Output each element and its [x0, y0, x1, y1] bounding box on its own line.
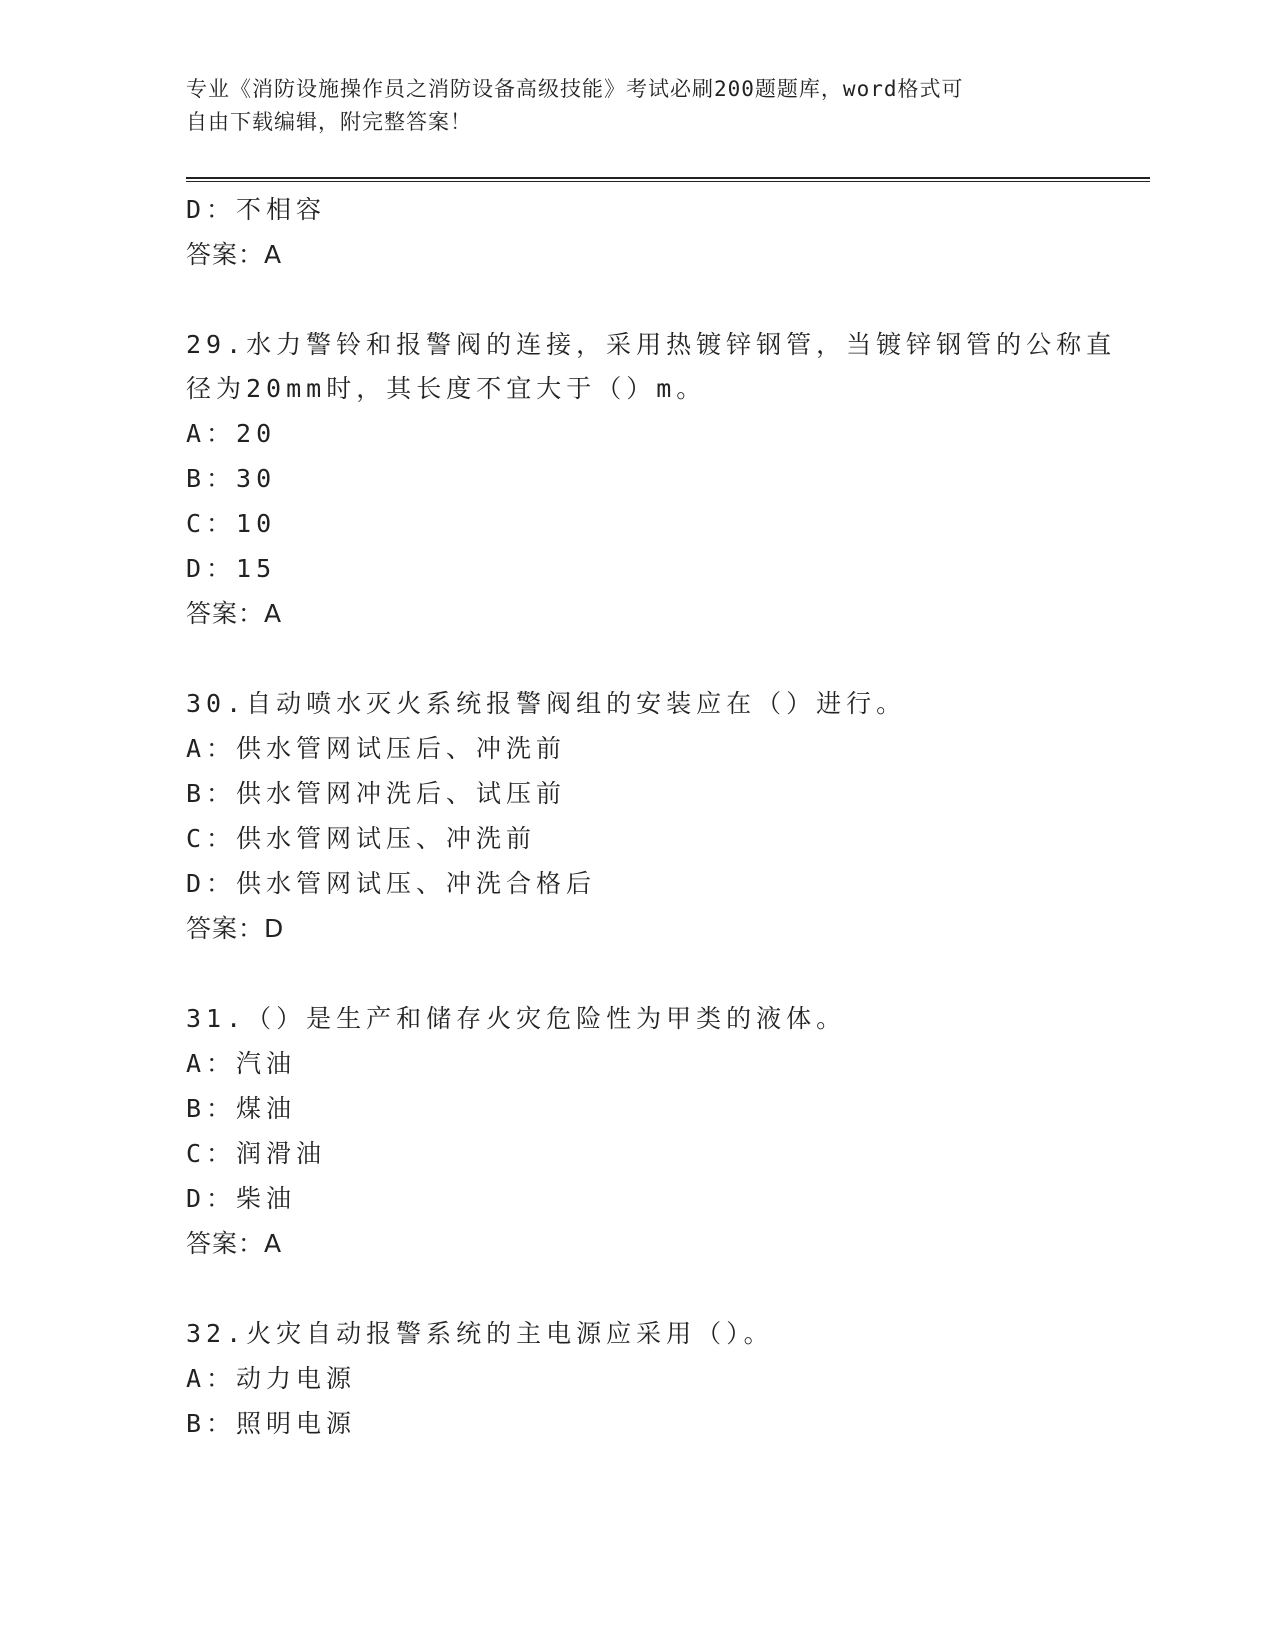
document-header — [186, 73, 1066, 139]
q31-option-b: B：煤油 — [186, 1094, 297, 1123]
q30-option-c: C：供水管网试压、冲洗前 — [186, 824, 537, 853]
q31-stem: 31.（）是生产和储存火灾危险性为甲类的液体。 — [186, 1004, 847, 1033]
header-line-1: 专业《消防设施操作员之消防设备高级技能》考试必刷200题题库，word格式可 — [186, 77, 964, 101]
q32-stem: 32.火灾自动报警系统的主电源应采用（）。 — [186, 1319, 774, 1348]
q31-option-c: C：润滑油 — [186, 1139, 327, 1168]
q32-option-a: A：动力电源 — [186, 1364, 357, 1393]
q32-option-b: B：照明电源 — [186, 1409, 357, 1438]
q29-option-b: B：30 — [186, 464, 277, 493]
q30-answer: 答案：D — [186, 914, 285, 943]
q29-answer: 答案：A — [186, 599, 283, 628]
q31-option-d: D：柴油 — [186, 1184, 297, 1213]
q29-option-d: D：15 — [186, 554, 277, 583]
prev-option-d: D：不相容 — [186, 195, 327, 224]
q29-stem-line-1: 29.水力警铃和报警阀的连接，采用热镀锌钢管，当镀锌钢管的公称直 — [186, 330, 1117, 359]
q29-option-a: A：20 — [186, 419, 277, 448]
q30-stem: 30.自动喷水灭火系统报警阀组的安装应在（）进行。 — [186, 689, 907, 718]
header-line-2: 自由下载编辑，附完整答案！ — [186, 110, 472, 134]
q30-option-a: A：供水管网试压后、冲洗前 — [186, 734, 567, 763]
q29-option-c: C：10 — [186, 509, 277, 538]
q29-stem-line-2: 径为20mm时，其长度不宜大于（）m。 — [186, 374, 707, 403]
q30-option-b: B：供水管网冲洗后、试压前 — [186, 779, 567, 808]
q31-option-a: A：汽油 — [186, 1049, 297, 1078]
q31-answer: 答案：A — [186, 1229, 283, 1258]
header-divider — [186, 177, 1150, 182]
q30-option-d: D：供水管网试压、冲洗合格后 — [186, 869, 597, 898]
prev-answer: 答案：A — [186, 240, 283, 269]
